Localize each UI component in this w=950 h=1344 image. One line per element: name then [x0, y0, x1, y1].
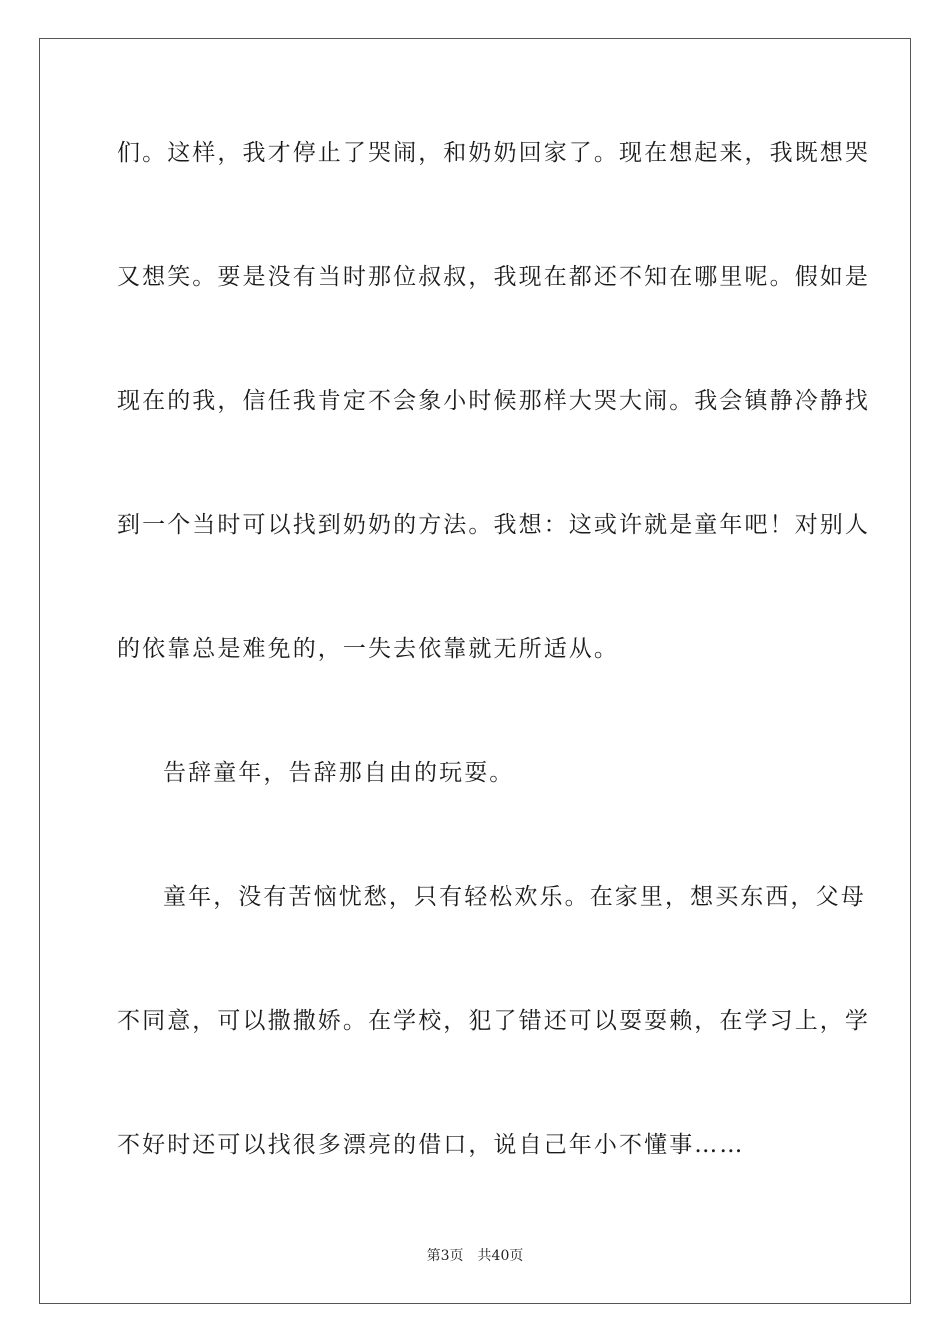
- page-total: 共40页: [477, 1248, 524, 1264]
- text-line: 的依靠总是难免的，一失去依靠就无所适从。: [117, 636, 619, 662]
- page-footer: [0, 1247, 950, 1265]
- text-line: 到一个当时可以找到奶奶的方法。我想：这或许就是童年吧！对别人: [117, 512, 870, 538]
- page-number: 第3页: [426, 1248, 464, 1264]
- paragraph-start-line: 童年，没有苦恼忧愁，只有轻松欢乐。在家里，想买东西，父母: [163, 884, 866, 910]
- text-line: 不同意，可以撒撒娇。在学校，犯了错还可以耍耍赖，在学习上，学: [117, 1008, 870, 1034]
- paragraph-start-line: 告辞童年，告辞那自由的玩耍。: [163, 760, 515, 786]
- page-border: [39, 38, 911, 1304]
- text-line: 现在的我，信任我肯定不会象小时候那样大哭大闹。我会镇静冷静找: [117, 388, 870, 414]
- text-line: 又想笑。要是没有当时那位叔叔，我现在都还不知在哪里呢。假如是: [117, 264, 870, 290]
- text-line: 们。这样，我才停止了哭闹，和奶奶回家了。现在想起来，我既想哭: [117, 140, 870, 166]
- text-line: 不好时还可以找很多漂亮的借口，说自己年小不懂事……: [117, 1132, 745, 1158]
